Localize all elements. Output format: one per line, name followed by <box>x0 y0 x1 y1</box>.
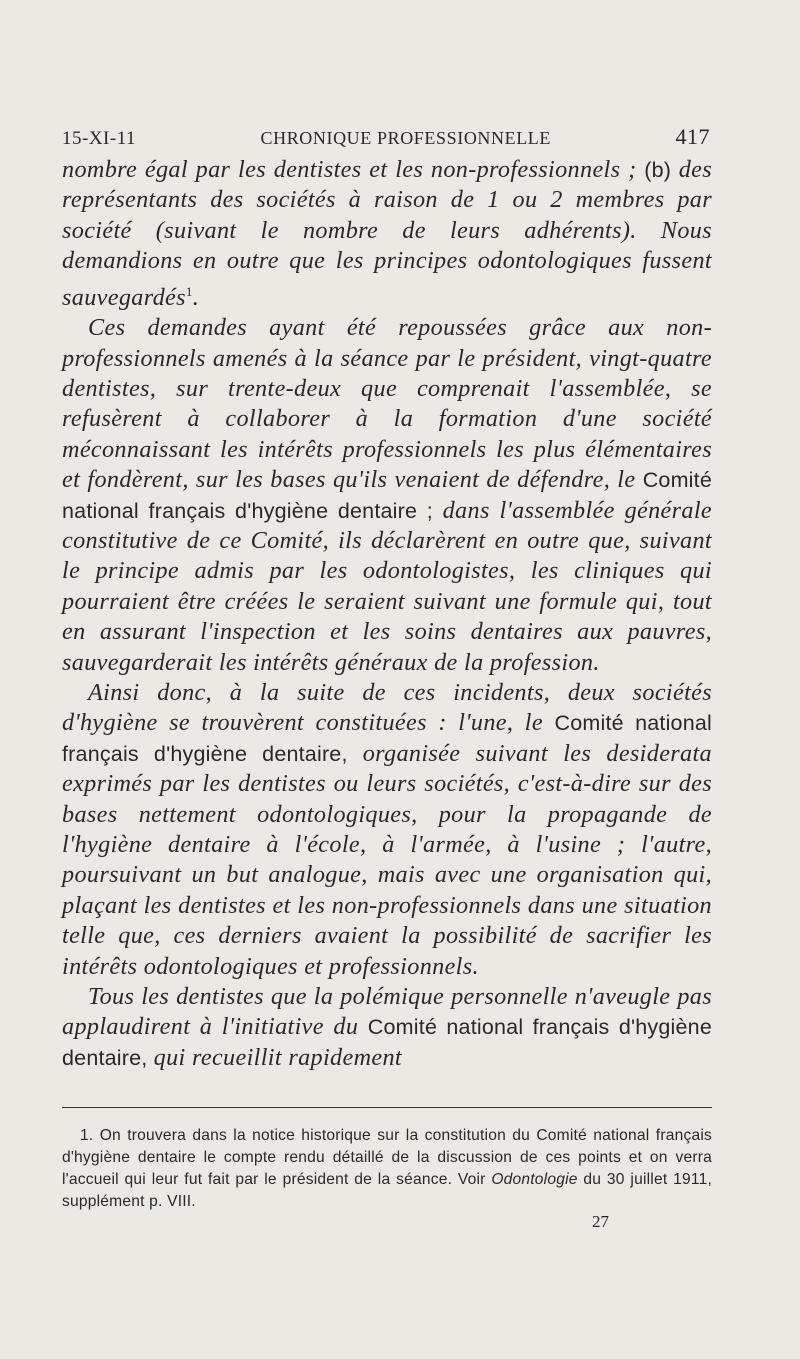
text-run: nombre égal par les dentistes et les non-professionnels ; <box>62 156 645 183</box>
signature-mark: 27 <box>592 1212 609 1231</box>
text-run: Comité national français d'hygiène dentaire, <box>62 711 713 766</box>
footnote-text <box>62 1125 712 1213</box>
text-run: (b) <box>644 158 679 182</box>
text-run: Ces demandes ayant été repoussées grâce aux non-professionnels amenés à la séance par le président, vingt-quatre dentistes, sur trente-deux que comprenait l'assemblée, se refusèrent à collaborer à la formation d'une société méconnaissant les intérêts professionnels les plus élémentaires et fondèrent, sur les bases qu'ils venaient de défendre, le <box>62 314 712 494</box>
footnote <box>62 1125 712 1213</box>
text-run: 1. On trouvera dans la notice historique sur la constitution du Comité national français d'hygiène dentaire le compte rendu détaillé de la discussion de ces points et on verra l'accueil qui leur fut fait par le président de la séance. Voir <box>62 1127 712 1188</box>
paragraph <box>62 982 712 1073</box>
text-run: . <box>192 283 200 311</box>
body-text <box>62 155 712 1073</box>
footnote-ref[interactable]: 1 <box>185 283 193 299</box>
footnote-divider <box>62 1107 712 1108</box>
header-title: CHRONIQUE PROFESSIONNELLE <box>260 128 551 148</box>
paragraph <box>62 313 712 678</box>
text-run: Tous les dentistes que la polémique personnelle n'aveugle pas applaudirent à l'initiative du <box>62 983 712 1041</box>
text-run: des représentants des sociétés à raison de 1 ou 2 membres par société (suivant le nombre de leurs adhérents). Nous demandions en outre que les principes odontologiques fussent sauvegardés <box>62 156 712 311</box>
text-run: Comité national français d'hygiène dentaire ; <box>62 468 712 523</box>
running-header <box>62 124 710 150</box>
page-number: 417 <box>675 124 710 149</box>
text-run: dans l'assemblée générale constitutive de ce Comité, ils déclarèrent en outre que, suivant le principe admis par les odontologistes, les cliniques qui pourraient être créées le seraient suivant une formule qui, tout en assurant l'inspection et les soins dentaires aux pauvres, sauvegarderait les intérêts généraux de la profession. <box>62 496 712 676</box>
text-run: Comité national français d'hygiène dentaire, <box>62 1015 712 1070</box>
text-run: Odontologie <box>491 1171 578 1188</box>
text-run: Ainsi donc, à la suite de ces incidents, deux sociétés d'hygiène se trouvèrent constituées : l'une, le <box>62 678 712 737</box>
text-run: organisée suivant les desiderata exprimés par les dentistes ou leurs sociétés, c'est-à-dire sur des bases nettement odontologiques, pour la propagande de l'hygiène dentaire à l'école, à l'armée, à l'usine ; l'autre, poursuivant un but analogue, mais avec une organisation qui, plaçant les dentistes et les non-professionnels dans une situation telle que, ces derniers avaient la possibilité de sacrifier les intérêts odontologiques et professionnels. <box>62 739 713 980</box>
header-date: 15-XI-11 <box>62 128 136 149</box>
text-run: qui recueillit rapidement <box>153 1043 402 1071</box>
paragraph <box>62 155 712 313</box>
paragraph <box>62 678 712 982</box>
text-run: du 30 juillet 1911, supplément p. VIII. <box>62 1171 712 1210</box>
